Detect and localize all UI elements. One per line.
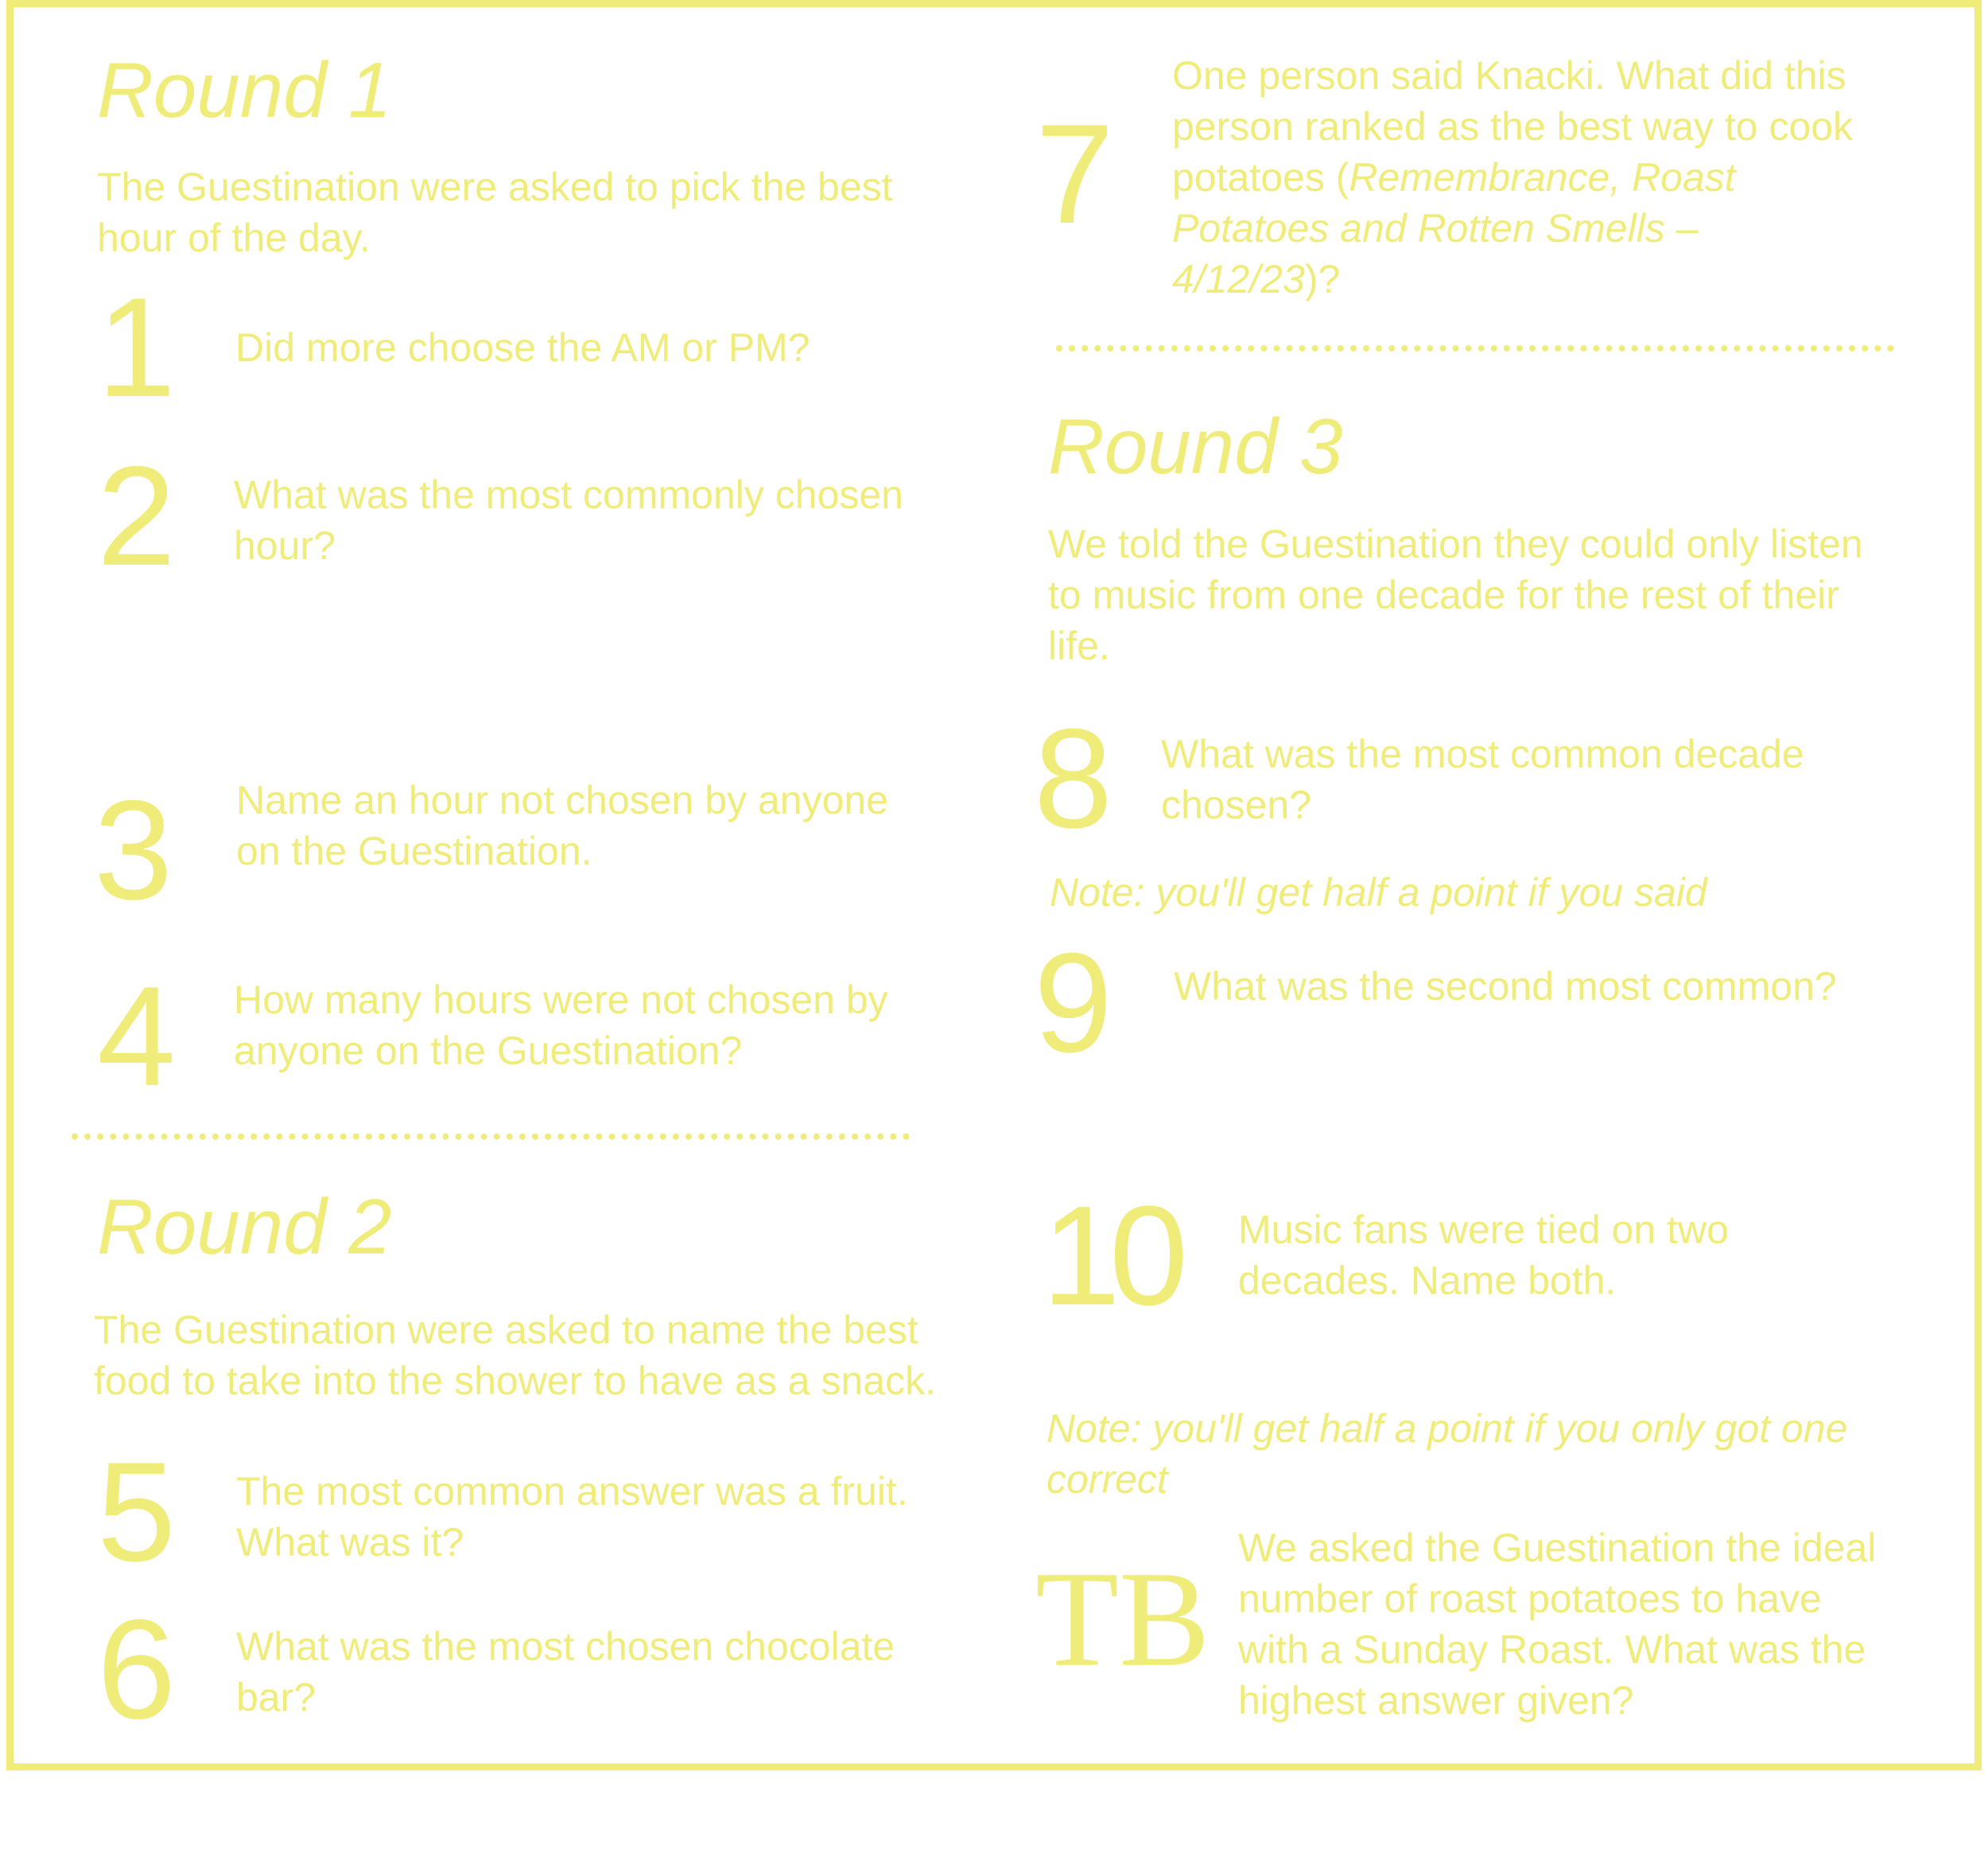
question-8-text: What was the most common decade chosen? xyxy=(1161,732,1804,827)
question-6-text: What was the most chosen chocolate bar? xyxy=(236,1624,895,1720)
question-8-number: 8 xyxy=(1034,699,1112,857)
question-3-number: 3 xyxy=(94,771,173,929)
question-5-number: 5 xyxy=(97,1432,176,1591)
round-1-divider xyxy=(72,1133,910,1140)
question-6-number: 6 xyxy=(97,1590,176,1748)
question-10-text: Music fans were tied on two decades. Name both. xyxy=(1238,1207,1729,1303)
note-half-point: Note: you'll get half a point if you said xyxy=(1050,870,1707,915)
question-1-number: 1 xyxy=(97,268,176,426)
round-2-title: Round 2 xyxy=(97,1183,392,1270)
question-1-text: Did more choose the AM or PM? xyxy=(235,325,810,370)
question-5-text: The most common answer was a fruit. What was it? xyxy=(236,1469,908,1564)
question-9-text: What was the second most common? xyxy=(1174,964,1837,1009)
question-10-number: 10 xyxy=(1042,1176,1177,1335)
question-2-text: What was the most commonly chosen hour? xyxy=(234,472,903,568)
note-one-correct: Note: you'll get half a point if you only got one correct xyxy=(1046,1406,1848,1502)
round-1-intro: The Guestination were asked to pick the best hour of the day. xyxy=(97,165,893,260)
question-9-number: 9 xyxy=(1034,923,1112,1082)
round-3-intro: We told the Guestination they could only listen to music from one decade for the rest of their life. xyxy=(1048,522,1863,668)
tiebreak-label: TB xyxy=(1035,1544,1210,1695)
question-4-number: 4 xyxy=(97,957,176,1115)
question-2-number: 2 xyxy=(97,437,176,595)
round-1-title: Round 1 xyxy=(97,46,392,134)
tiebreak-text: We asked the Guestination the ideal number of roast potatoes to have with a Sunday Roast. What was the highest answer given? xyxy=(1238,1525,1877,1723)
round-2-intro: The Guestination were asked to name the best food to take into the shower to have as a snack. xyxy=(94,1308,936,1403)
round-3-title: Round 3 xyxy=(1048,402,1343,490)
question-7-text: One person said Knacki. What did this person ranked as the best way to cook potatoes (Remembrance, Roast Potatoes and Rotten Smells – 4/12/23)? xyxy=(1172,53,1854,301)
question-3-text: Name an hour not chosen by anyone on the Guestination. xyxy=(236,778,888,873)
round-2-divider xyxy=(1056,345,1894,352)
question-7-number: 7 xyxy=(1035,95,1114,253)
question-4-text: How many hours were not chosen by anyone on the Guestination? xyxy=(234,977,888,1073)
